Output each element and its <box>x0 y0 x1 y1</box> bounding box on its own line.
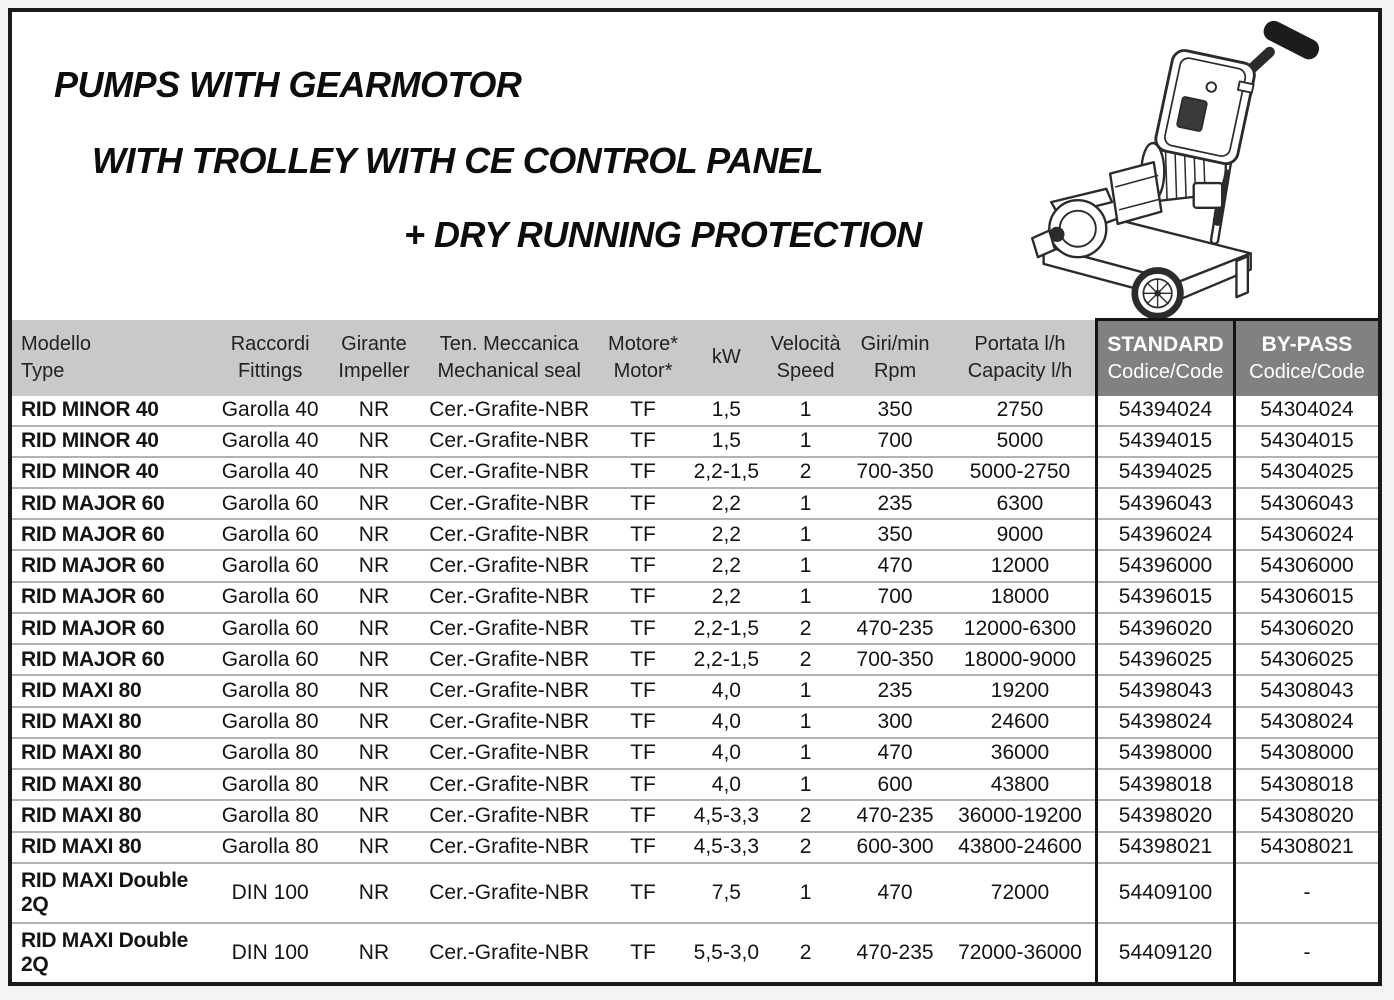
cell-mechanical-seal: Cer.-Grafite-NBR <box>419 863 599 923</box>
cell-speed: 1 <box>766 738 845 769</box>
cell-impeller: NR <box>329 488 419 519</box>
cell-impeller: NR <box>329 519 419 550</box>
cell-impeller: NR <box>329 582 419 613</box>
cell-fittings: Garolla 40 <box>211 457 328 488</box>
table-row <box>12 800 1378 831</box>
cell-motor: TF <box>599 863 686 923</box>
cell-model: RID MAXI 80 <box>12 707 211 738</box>
cell-model: RID MAXI 80 <box>12 832 211 863</box>
cell-mechanical-seal: Cer.-Grafite-NBR <box>419 457 599 488</box>
cell-impeller: NR <box>329 396 419 426</box>
cell-speed: 2 <box>766 832 845 863</box>
cell-bypass-code: - <box>1234 923 1378 982</box>
cell-impeller: NR <box>329 613 419 644</box>
cell-impeller: NR <box>329 738 419 769</box>
table-row <box>12 426 1378 457</box>
cell-impeller: NR <box>329 800 419 831</box>
column-header-giri-min: Giri/min Rpm <box>845 320 945 396</box>
cell-capacity: 5000-2750 <box>945 457 1097 488</box>
cell-fittings: Garolla 60 <box>211 519 328 550</box>
cell-rpm: 300 <box>845 707 945 738</box>
cell-impeller: NR <box>329 707 419 738</box>
cell-rpm: 470-235 <box>845 800 945 831</box>
cell-bypass-code: 54304015 <box>1234 426 1378 457</box>
cell-kw: 2,2-1,5 <box>687 613 766 644</box>
page-title-line-2: WITH TROLLEY WITH CE CONTROL PANEL <box>92 140 823 181</box>
table-header-row <box>12 320 1378 396</box>
cell-capacity: 5000 <box>945 426 1097 457</box>
table-row <box>12 738 1378 769</box>
cell-fittings: Garolla 60 <box>211 550 328 581</box>
cell-standard-code: 54396020 <box>1097 613 1235 644</box>
cell-model: RID MINOR 40 <box>12 457 211 488</box>
cell-bypass-code: 54308024 <box>1234 707 1378 738</box>
page-title-line-1: PUMPS WITH GEARMOTOR <box>54 64 522 105</box>
cell-bypass-code: 54306043 <box>1234 488 1378 519</box>
cell-motor: TF <box>599 769 686 800</box>
cell-bypass-code: 54308020 <box>1234 800 1378 831</box>
column-header-girante: Girante Impeller <box>329 320 419 396</box>
table-row <box>12 396 1378 426</box>
cell-impeller: NR <box>329 832 419 863</box>
table-row <box>12 707 1378 738</box>
table-row <box>12 644 1378 675</box>
cell-mechanical-seal: Cer.-Grafite-NBR <box>419 800 599 831</box>
cell-bypass-code: 54306025 <box>1234 644 1378 675</box>
cell-speed: 1 <box>766 396 845 426</box>
cell-capacity: 18000 <box>945 582 1097 613</box>
cell-fittings: Garolla 80 <box>211 675 328 706</box>
cell-model: RID MAJOR 60 <box>12 613 211 644</box>
cell-motor: TF <box>599 613 686 644</box>
cell-speed: 2 <box>766 457 845 488</box>
cell-model: RID MAJOR 60 <box>12 582 211 613</box>
table-row <box>12 863 1378 923</box>
cell-fittings: DIN 100 <box>211 923 328 982</box>
cell-rpm: 700-350 <box>845 457 945 488</box>
cell-kw: 2,2 <box>687 519 766 550</box>
cell-standard-code: 54396025 <box>1097 644 1235 675</box>
cell-speed: 1 <box>766 675 845 706</box>
cell-speed: 2 <box>766 613 845 644</box>
cell-speed: 1 <box>766 519 845 550</box>
cell-kw: 1,5 <box>687 426 766 457</box>
cell-standard-code: 54396024 <box>1097 519 1235 550</box>
cell-fittings: DIN 100 <box>211 863 328 923</box>
cell-kw: 4,0 <box>687 707 766 738</box>
cell-bypass-code: 54304025 <box>1234 457 1378 488</box>
cell-bypass-code: 54306024 <box>1234 519 1378 550</box>
cell-bypass-code: 54306015 <box>1234 582 1378 613</box>
cell-impeller: NR <box>329 923 419 982</box>
cell-mechanical-seal: Cer.-Grafite-NBR <box>419 738 599 769</box>
cell-kw: 2,2 <box>687 582 766 613</box>
cell-capacity: 72000-36000 <box>945 923 1097 982</box>
cell-model: RID MAXI 80 <box>12 769 211 800</box>
cell-fittings: Garolla 80 <box>211 832 328 863</box>
cell-model: RID MINOR 40 <box>12 426 211 457</box>
cell-motor: TF <box>599 800 686 831</box>
cell-motor: TF <box>599 457 686 488</box>
cell-fittings: Garolla 80 <box>211 707 328 738</box>
cell-kw: 4,5-3,3 <box>687 832 766 863</box>
cell-capacity: 72000 <box>945 863 1097 923</box>
cell-model: RID MAXI 80 <box>12 738 211 769</box>
cell-standard-code: 54398021 <box>1097 832 1235 863</box>
cell-speed: 1 <box>766 582 845 613</box>
cell-speed: 1 <box>766 426 845 457</box>
cell-mechanical-seal: Cer.-Grafite-NBR <box>419 707 599 738</box>
cell-standard-code: 54409120 <box>1097 923 1235 982</box>
cell-rpm: 235 <box>845 488 945 519</box>
cell-fittings: Garolla 60 <box>211 582 328 613</box>
cell-bypass-code: 54308043 <box>1234 675 1378 706</box>
cell-standard-code: 54394015 <box>1097 426 1235 457</box>
table-row <box>12 613 1378 644</box>
cell-mechanical-seal: Cer.-Grafite-NBR <box>419 488 599 519</box>
cell-bypass-code: 54308018 <box>1234 769 1378 800</box>
column-header-portata-l-h: Portata l/h Capacity l/h <box>945 320 1097 396</box>
cell-model: RID MAJOR 60 <box>12 550 211 581</box>
cell-bypass-code: 54308000 <box>1234 738 1378 769</box>
cell-rpm: 350 <box>845 396 945 426</box>
cell-speed: 1 <box>766 707 845 738</box>
cell-mechanical-seal: Cer.-Grafite-NBR <box>419 396 599 426</box>
cell-motor: TF <box>599 519 686 550</box>
cell-motor: TF <box>599 488 686 519</box>
cell-motor: TF <box>599 923 686 982</box>
cell-rpm: 700 <box>845 582 945 613</box>
cell-mechanical-seal: Cer.-Grafite-NBR <box>419 923 599 982</box>
cell-mechanical-seal: Cer.-Grafite-NBR <box>419 519 599 550</box>
cell-model: RID MAXI 80 <box>12 800 211 831</box>
cell-bypass-code: 54306020 <box>1234 613 1378 644</box>
cell-kw: 2,2-1,5 <box>687 457 766 488</box>
cell-rpm: 700 <box>845 426 945 457</box>
table-row <box>12 675 1378 706</box>
cell-impeller: NR <box>329 769 419 800</box>
cell-model: RID MINOR 40 <box>12 396 211 426</box>
cell-model: RID MAXI Double 2Q <box>12 923 211 982</box>
table-row <box>12 457 1378 488</box>
table-row <box>12 769 1378 800</box>
cell-mechanical-seal: Cer.-Grafite-NBR <box>419 675 599 706</box>
table-row <box>12 582 1378 613</box>
cell-standard-code: 54396000 <box>1097 550 1235 581</box>
cell-standard-code: 54398043 <box>1097 675 1235 706</box>
cell-motor: TF <box>599 426 686 457</box>
column-header-modello: Modello Type <box>12 320 211 396</box>
cell-mechanical-seal: Cer.-Grafite-NBR <box>419 550 599 581</box>
cell-motor: TF <box>599 396 686 426</box>
cell-model: RID MAJOR 60 <box>12 488 211 519</box>
cell-fittings: Garolla 80 <box>211 738 328 769</box>
cell-impeller: NR <box>329 550 419 581</box>
cell-motor: TF <box>599 550 686 581</box>
cell-fittings: Garolla 80 <box>211 800 328 831</box>
cell-standard-code: 54398024 <box>1097 707 1235 738</box>
cell-motor: TF <box>599 832 686 863</box>
cell-rpm: 470 <box>845 738 945 769</box>
cell-standard-code: 54394024 <box>1097 396 1235 426</box>
cell-fittings: Garolla 60 <box>211 488 328 519</box>
column-header-by-pass: BY-PASS Codice/Code <box>1234 320 1378 396</box>
cell-fittings: Garolla 80 <box>211 769 328 800</box>
cell-kw: 1,5 <box>687 396 766 426</box>
cell-standard-code: 54398000 <box>1097 738 1235 769</box>
cell-impeller: NR <box>329 863 419 923</box>
cell-speed: 1 <box>766 769 845 800</box>
cell-kw: 2,2-1,5 <box>687 644 766 675</box>
cell-speed: 1 <box>766 550 845 581</box>
cell-kw: 7,5 <box>687 863 766 923</box>
cell-rpm: 470 <box>845 550 945 581</box>
cell-rpm: 470-235 <box>845 613 945 644</box>
cell-standard-code: 54394025 <box>1097 457 1235 488</box>
cell-motor: TF <box>599 738 686 769</box>
cell-kw: 2,2 <box>687 550 766 581</box>
column-header-raccordi: Raccordi Fittings <box>211 320 328 396</box>
cell-rpm: 600-300 <box>845 832 945 863</box>
cell-mechanical-seal: Cer.-Grafite-NBR <box>419 426 599 457</box>
catalog-page <box>8 8 1382 986</box>
cell-bypass-code: 54308021 <box>1234 832 1378 863</box>
cell-rpm: 350 <box>845 519 945 550</box>
cell-speed: 2 <box>766 644 845 675</box>
cell-model: RID MAJOR 60 <box>12 644 211 675</box>
cell-capacity: 36000 <box>945 738 1097 769</box>
cell-bypass-code: 54304024 <box>1234 396 1378 426</box>
cell-capacity: 24600 <box>945 707 1097 738</box>
cell-speed: 2 <box>766 923 845 982</box>
cell-impeller: NR <box>329 457 419 488</box>
cell-kw: 2,2 <box>687 488 766 519</box>
cell-capacity: 12000 <box>945 550 1097 581</box>
cell-mechanical-seal: Cer.-Grafite-NBR <box>419 613 599 644</box>
cell-rpm: 600 <box>845 769 945 800</box>
pump-trolley-illustration <box>1012 14 1364 318</box>
cell-standard-code: 54409100 <box>1097 863 1235 923</box>
column-header-standard: STANDARD Codice/Code <box>1097 320 1235 396</box>
cell-kw: 4,0 <box>687 769 766 800</box>
column-header-ten-meccanica: Ten. Meccanica Mechanical seal <box>419 320 599 396</box>
cell-capacity: 36000-19200 <box>945 800 1097 831</box>
cell-mechanical-seal: Cer.-Grafite-NBR <box>419 769 599 800</box>
column-header-kw: kW <box>687 320 766 396</box>
cell-speed: 2 <box>766 800 845 831</box>
cell-model: RID MAXI Double 2Q <box>12 863 211 923</box>
table-row <box>12 550 1378 581</box>
cell-standard-code: 54398018 <box>1097 769 1235 800</box>
cell-speed: 1 <box>766 488 845 519</box>
cell-kw: 4,0 <box>687 675 766 706</box>
table-row <box>12 519 1378 550</box>
cell-standard-code: 54396043 <box>1097 488 1235 519</box>
cell-standard-code: 54398020 <box>1097 800 1235 831</box>
cell-impeller: NR <box>329 426 419 457</box>
table-row <box>12 923 1378 982</box>
cell-capacity: 2750 <box>945 396 1097 426</box>
pump-spec-table <box>12 318 1378 982</box>
cell-capacity: 19200 <box>945 675 1097 706</box>
cell-speed: 1 <box>766 863 845 923</box>
cell-capacity: 12000-6300 <box>945 613 1097 644</box>
cell-bypass-code: - <box>1234 863 1378 923</box>
cell-motor: TF <box>599 675 686 706</box>
cell-mechanical-seal: Cer.-Grafite-NBR <box>419 832 599 863</box>
cell-rpm: 470 <box>845 863 945 923</box>
cell-capacity: 18000-9000 <box>945 644 1097 675</box>
cell-rpm: 700-350 <box>845 644 945 675</box>
cell-capacity: 9000 <box>945 519 1097 550</box>
spec-table-container <box>12 318 1378 982</box>
cell-mechanical-seal: Cer.-Grafite-NBR <box>419 644 599 675</box>
page-title-line-3: + DRY RUNNING PROTECTION <box>404 214 922 255</box>
cell-impeller: NR <box>329 675 419 706</box>
cell-motor: TF <box>599 582 686 613</box>
cell-kw: 4,5-3,3 <box>687 800 766 831</box>
cell-fittings: Garolla 40 <box>211 426 328 457</box>
table-row <box>12 488 1378 519</box>
cell-kw: 5,5-3,0 <box>687 923 766 982</box>
cell-motor: TF <box>599 644 686 675</box>
cell-rpm: 235 <box>845 675 945 706</box>
cell-capacity: 6300 <box>945 488 1097 519</box>
cell-fittings: Garolla 60 <box>211 613 328 644</box>
column-header-velocit-: Velocità Speed <box>766 320 845 396</box>
cell-model: RID MAJOR 60 <box>12 519 211 550</box>
cell-fittings: Garolla 60 <box>211 644 328 675</box>
cell-model: RID MAXI 80 <box>12 675 211 706</box>
cell-impeller: NR <box>329 644 419 675</box>
cell-kw: 4,0 <box>687 738 766 769</box>
cell-rpm: 470-235 <box>845 923 945 982</box>
cell-capacity: 43800 <box>945 769 1097 800</box>
column-header-motore-: Motore* Motor* <box>599 320 686 396</box>
cell-bypass-code: 54306000 <box>1234 550 1378 581</box>
cell-capacity: 43800-24600 <box>945 832 1097 863</box>
cell-mechanical-seal: Cer.-Grafite-NBR <box>419 582 599 613</box>
cell-standard-code: 54396015 <box>1097 582 1235 613</box>
cell-motor: TF <box>599 707 686 738</box>
cell-fittings: Garolla 40 <box>211 396 328 426</box>
table-row <box>12 832 1378 863</box>
